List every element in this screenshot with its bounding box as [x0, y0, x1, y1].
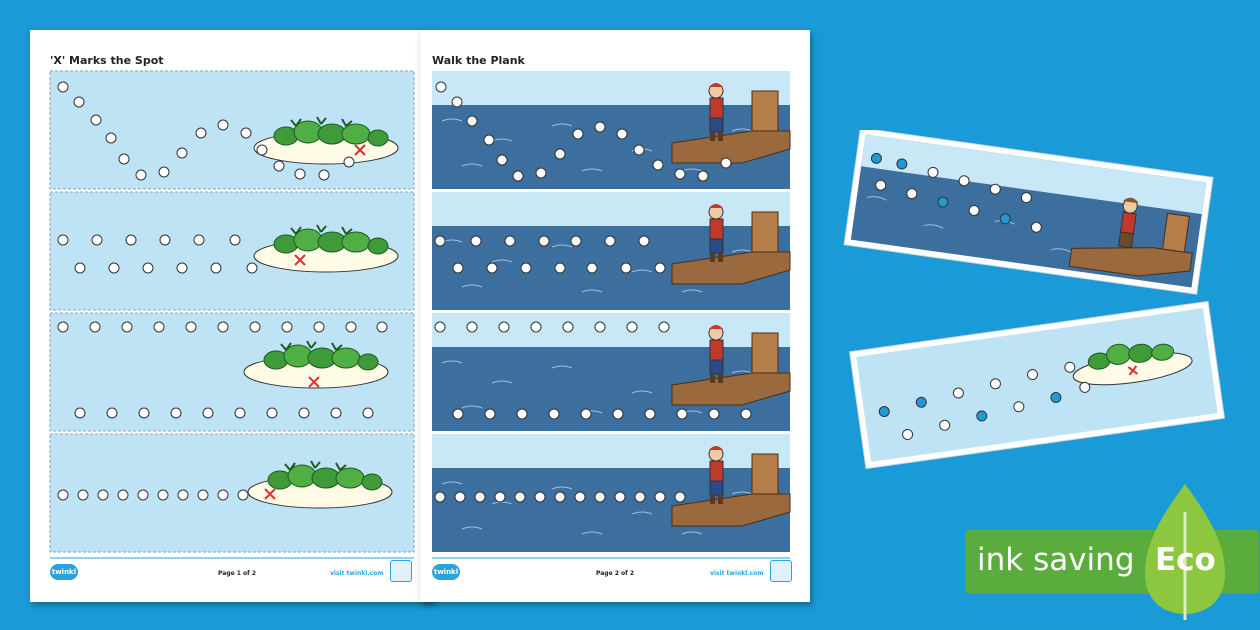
worksheet-title: Walk the Plank	[432, 54, 525, 67]
island-card	[842, 290, 1232, 480]
pirate-card-illustration	[836, 130, 1220, 300]
footer-badge-icon	[390, 560, 412, 582]
island-panels	[30, 30, 434, 602]
sea-panels	[420, 30, 810, 602]
worksheet-page-1	[30, 30, 434, 602]
page-number: Page 1 of 2	[218, 570, 256, 577]
ink-saving-eco-badge	[963, 482, 1259, 622]
island-card-illustration	[842, 290, 1232, 480]
twinkl-logo: twinkl	[50, 564, 78, 580]
pirate-card	[836, 130, 1220, 300]
ink-saving-label: ink saving	[977, 542, 1135, 578]
worksheet-title: 'X' Marks the Spot	[50, 54, 164, 67]
eco-label: Eco	[1155, 542, 1216, 578]
page-number: Page 2 of 2	[596, 570, 634, 577]
footer-badge-icon	[770, 560, 792, 582]
twinkl-logo: twinkl	[432, 564, 460, 580]
worksheet-page-2	[420, 30, 810, 602]
website-link[interactable]: visit twinkl.com	[330, 570, 384, 577]
website-link[interactable]: visit twinkl.com	[710, 570, 764, 577]
